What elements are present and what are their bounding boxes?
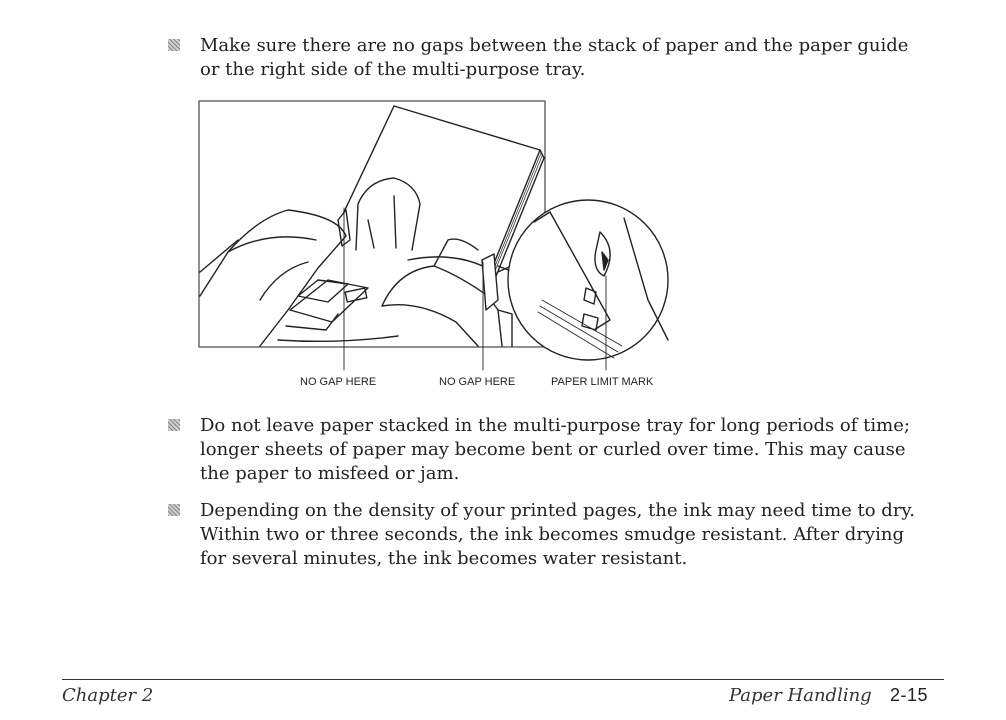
footer-chapter: Chapter 2 — [62, 685, 154, 706]
figure-label-no-gap-right: NO GAP HERE — [439, 376, 516, 388]
bullet-icon — [168, 504, 180, 516]
footer-divider — [62, 679, 944, 680]
figure-label-paper-limit-mark: PAPER LIMIT MARK — [551, 376, 654, 388]
bullet-icon — [168, 39, 180, 51]
figure-label-no-gap-left: NO GAP HERE — [300, 376, 377, 388]
page-number: 2-15 — [890, 685, 929, 705]
bullet-text: Depending on the density of your printed pages, the ink may need time to dry. Within two or three seconds, the ink becomes smudge resistant. After drying for several minutes, the ink becomes water resistant. — [200, 500, 915, 569]
printer-tray-illustration — [198, 100, 678, 372]
footer-section-title: Paper Handling — [729, 685, 872, 706]
bullet-text: Make sure there are no gaps between the stack of paper and the paper guide or the right side of the multi-purpose tray. — [200, 35, 909, 80]
bullet-icon — [168, 419, 180, 431]
bullet-text: Do not leave paper stacked in the multi-purpose tray for long periods of time; longer sheets of paper may become bent or curled over time. This may cause the paper to misfeed or jam. — [200, 415, 910, 484]
